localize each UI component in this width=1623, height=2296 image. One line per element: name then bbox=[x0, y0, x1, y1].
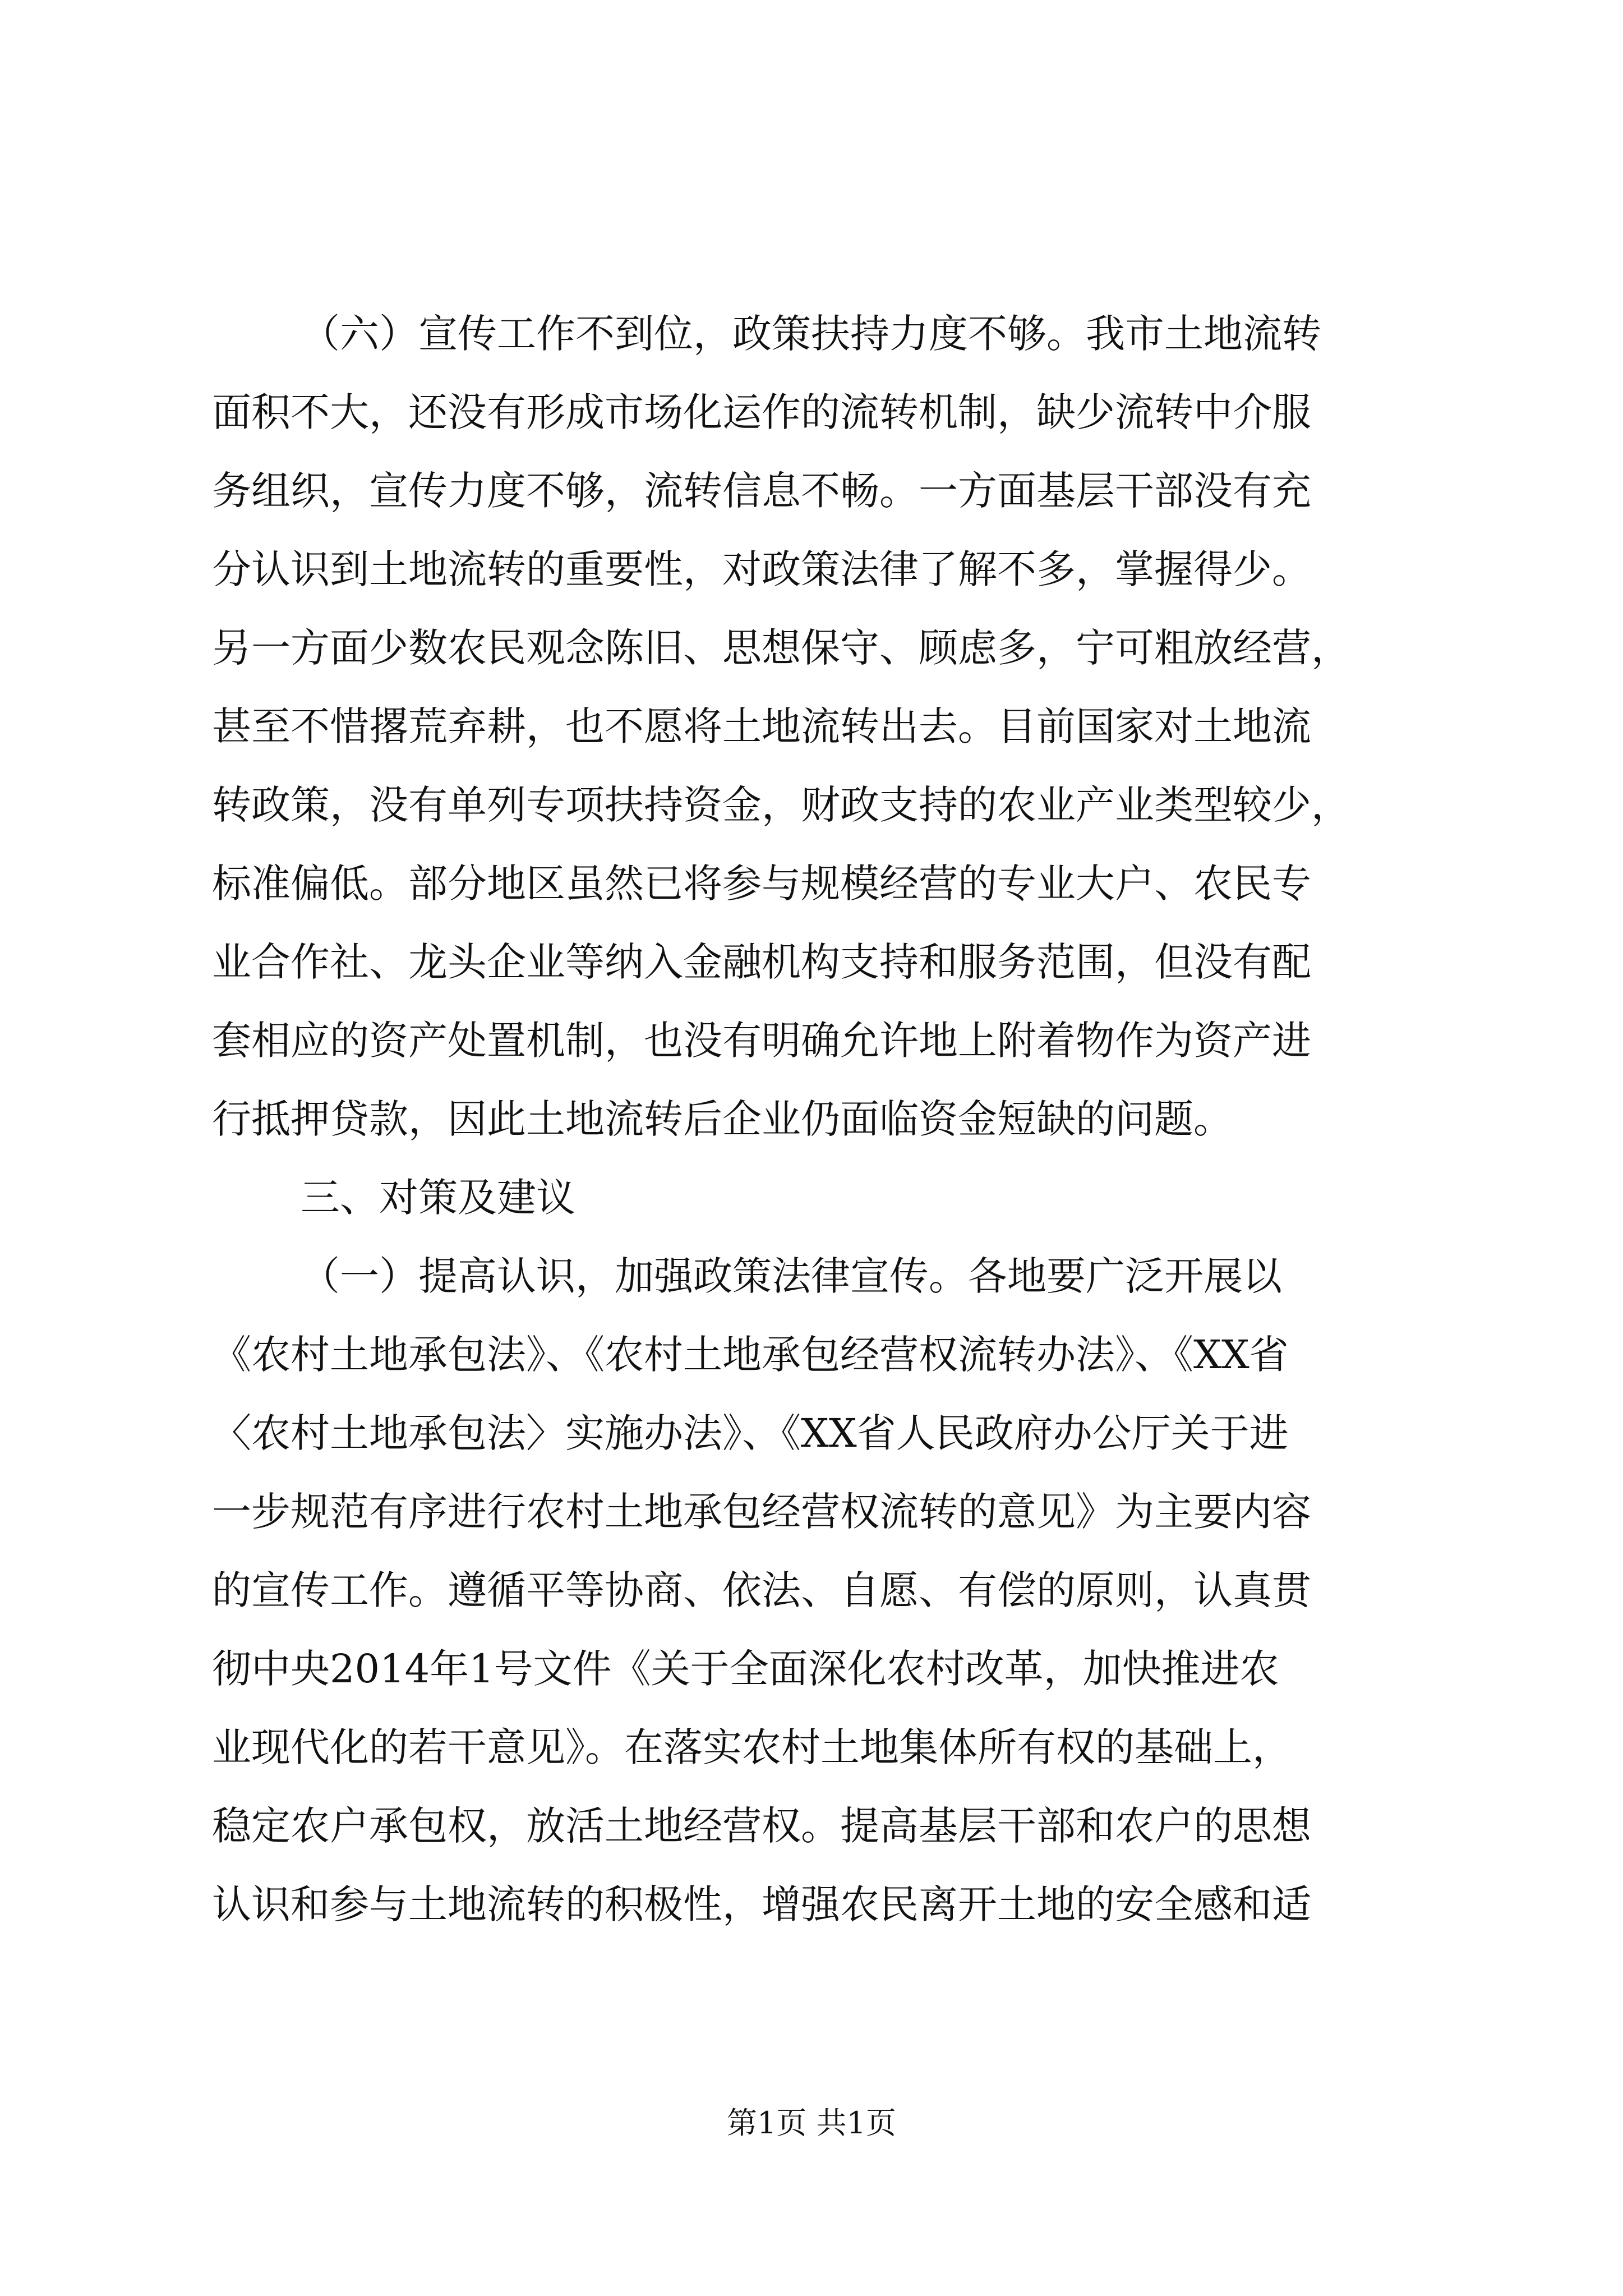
paragraph-1-line-5: 的宣传工作。遵循平等协商、依法、自愿、有偿的原则，认真贯 bbox=[212, 1567, 1311, 1613]
paragraph-1-line-2: 《农村土地承包法》、《农村土地承包经营权流转办法》、《XX省 bbox=[212, 1332, 1289, 1378]
paragraph-6-line-3: 务组织，宣传力度不够，流转信息不畅。一方面基层干部没有充 bbox=[212, 468, 1311, 514]
paragraph-1-line-9: 认识和参与土地流转的积极性，增强农民离开土地的安全感和适 bbox=[212, 1881, 1311, 1927]
paragraph-6-line-2: 面积不大，还没有形成市场化运作的流转机制，缺少流转中介服 bbox=[212, 389, 1311, 435]
paragraph-6-line-9: 业合作社、龙头企业等纳入金融机构支持和服务范围，但没有配 bbox=[212, 939, 1311, 985]
paragraph-6-line-8: 标准偏低。部分地区虽然已将参与规模经营的专业大户、农民专 bbox=[212, 861, 1311, 907]
paragraph-1-line-3: 〈农村土地承包法〉实施办法》、《XX省人民政府办公厅关于进 bbox=[212, 1410, 1289, 1456]
paragraph-6-line-6: 甚至不惜撂荒弃耕，也不愿将土地流转出去。目前国家对土地流 bbox=[212, 703, 1311, 749]
section-heading: 三、对策及建议 bbox=[301, 1175, 575, 1221]
paragraph-6-line-5: 另一方面少数农民观念陈旧、思想保守、顾虑多，宁可粗放经营， bbox=[212, 625, 1350, 671]
paragraph-1-line-4: 一步规范有序进行农村土地承包经营权流转的意见》为主要内容 bbox=[212, 1489, 1311, 1535]
paragraph-6-line-4: 分认识到土地流转的重要性，对政策法律了解不多，掌握得少。 bbox=[212, 546, 1311, 592]
paragraph-6-line-1: （六）宣传工作不到位，政策扶持力度不够。我市土地流转 bbox=[301, 311, 1321, 357]
page-footer: 第1页 共1页 bbox=[727, 2105, 896, 2141]
paragraph-1-line-7: 业现代化的若干意见》。在落实农村土地集体所有权的基础上， bbox=[212, 1724, 1292, 1770]
paragraph-1-line-6: 彻中央2014年1号文件《关于全面深化农村改革，加快推进农 bbox=[212, 1646, 1279, 1692]
paragraph-1-line-8: 稳定农户承包权，放活土地经营权。提高基层干部和农户的思想 bbox=[212, 1803, 1311, 1849]
paragraph-6-line-7: 转政策，没有单列专项扶持资金，财政支持的农业产业类型较少， bbox=[212, 782, 1350, 828]
paragraph-6-line-11: 行抵押贷款，因此土地流转后企业仍面临资金短缺的问题。 bbox=[212, 1096, 1233, 1142]
paragraph-1-line-1: （一）提高认识，加强政策法律宣传。各地要广泛开展以 bbox=[301, 1253, 1282, 1299]
paragraph-6-line-10: 套相应的资产处置机制，也没有明确允许地上附着物作为资产进 bbox=[212, 1018, 1311, 1064]
